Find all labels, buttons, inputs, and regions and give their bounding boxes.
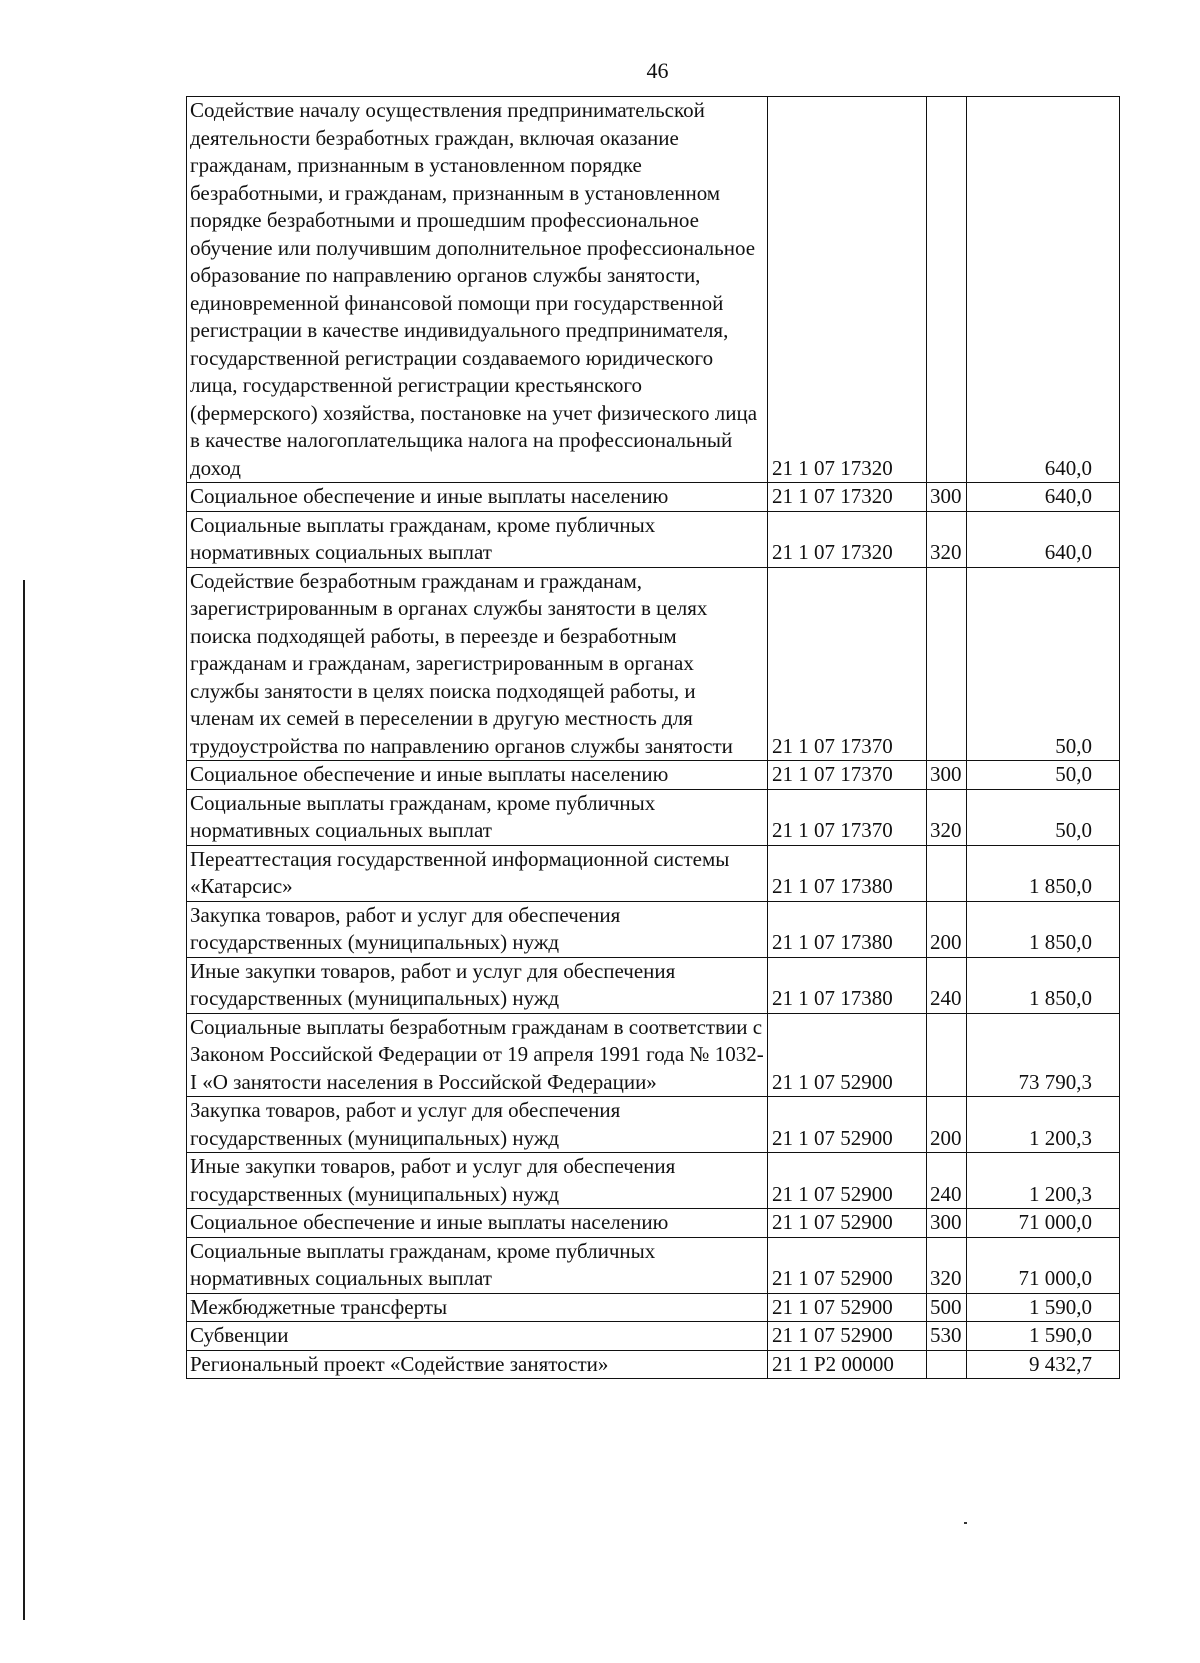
expense-type: 200 xyxy=(927,901,967,957)
table-row xyxy=(187,901,1120,957)
table-row xyxy=(187,1209,1120,1238)
target-code: 21 1 07 52900 xyxy=(768,1237,927,1293)
expense-type xyxy=(927,1013,967,1097)
expense-type xyxy=(927,567,967,761)
expense-type xyxy=(927,97,967,483)
amount: 1 200,3 xyxy=(967,1153,1120,1209)
table-row xyxy=(187,1322,1120,1351)
row-name: Социальные выплаты гражданам, кроме публичных нормативных социальных выплат xyxy=(187,789,768,845)
row-name: Социальные выплаты гражданам, кроме публичных нормативных социальных выплат xyxy=(187,1237,768,1293)
target-code: 21 1 07 17370 xyxy=(768,761,927,790)
target-code: 21 1 07 52900 xyxy=(768,1322,927,1351)
amount: 1 850,0 xyxy=(967,845,1120,901)
row-name: Содействие безработным гражданам и гражданам, зарегистрированным в органах службы занятости в целях поиска подходящей работы, в переезде и безработным гражданам и гражданам, зарегистрированным в органах службы занятости в целях поиска подходящей работы, и членам их семей в переселении в другую местность для трудоустройства по направлению органов службы занятости xyxy=(187,567,768,761)
table-row xyxy=(187,511,1120,567)
row-name: Межбюджетные трансферты xyxy=(187,1293,768,1322)
expense-type: 320 xyxy=(927,511,967,567)
row-name: Социальное обеспечение и иные выплаты населению xyxy=(187,761,768,790)
target-code: 21 1 07 17370 xyxy=(768,567,927,761)
target-code: 21 1 07 17320 xyxy=(768,97,927,483)
amount: 1 850,0 xyxy=(967,901,1120,957)
expense-type: 300 xyxy=(927,761,967,790)
amount: 640,0 xyxy=(967,511,1120,567)
table-row xyxy=(187,761,1120,790)
target-code: 21 1 Р2 00000 xyxy=(768,1350,927,1379)
table-row xyxy=(187,1293,1120,1322)
amount: 50,0 xyxy=(967,567,1120,761)
expense-type: 300 xyxy=(927,483,967,512)
amount: 1 200,3 xyxy=(967,1097,1120,1153)
target-code: 21 1 07 52900 xyxy=(768,1153,927,1209)
expense-type: 500 xyxy=(927,1293,967,1322)
table-row xyxy=(187,1153,1120,1209)
row-name: Переаттестация государственной информационной системы «Катарсис» xyxy=(187,845,768,901)
target-code: 21 1 07 52900 xyxy=(768,1209,927,1238)
table-row xyxy=(187,567,1120,761)
target-code: 21 1 07 17380 xyxy=(768,957,927,1013)
row-name: Социальное обеспечение и иные выплаты населению xyxy=(187,483,768,512)
row-name: Иные закупки товаров, работ и услуг для обеспечения государственных (муниципальных) нужд xyxy=(187,957,768,1013)
table-row xyxy=(187,1013,1120,1097)
table-row xyxy=(187,1097,1120,1153)
row-name: Социальное обеспечение и иные выплаты населению xyxy=(187,1209,768,1238)
target-code: 21 1 07 17370 xyxy=(768,789,927,845)
expense-type xyxy=(927,845,967,901)
target-code: 21 1 07 52900 xyxy=(768,1013,927,1097)
amount: 73 790,3 xyxy=(967,1013,1120,1097)
table-row xyxy=(187,483,1120,512)
row-name: Закупка товаров, работ и услуг для обеспечения государственных (муниципальных) нужд xyxy=(187,1097,768,1153)
table-row xyxy=(187,1237,1120,1293)
row-name: Региональный проект «Содействие занятости» xyxy=(187,1350,768,1379)
expense-type xyxy=(927,1350,967,1379)
amount: 640,0 xyxy=(967,483,1120,512)
expense-type: 240 xyxy=(927,1153,967,1209)
amount: 1 850,0 xyxy=(967,957,1120,1013)
amount: 71 000,0 xyxy=(967,1237,1120,1293)
amount: 50,0 xyxy=(967,761,1120,790)
row-name: Субвенции xyxy=(187,1322,768,1351)
amount: 640,0 xyxy=(967,97,1120,483)
table-row xyxy=(187,845,1120,901)
expense-type: 530 xyxy=(927,1322,967,1351)
row-name: Социальные выплаты безработным гражданам в соответствии с Законом Российской Федерации от 19 апреля 1991 года № 1032-I «О занятости населения в Российской Федерации» xyxy=(187,1013,768,1097)
row-name: Социальные выплаты гражданам, кроме публичных нормативных социальных выплат xyxy=(187,511,768,567)
table-row xyxy=(187,957,1120,1013)
budget-table xyxy=(186,96,1120,1379)
row-name: Иные закупки товаров, работ и услуг для обеспечения государственных (муниципальных) нужд xyxy=(187,1153,768,1209)
scan-speck xyxy=(964,1522,967,1524)
target-code: 21 1 07 52900 xyxy=(768,1097,927,1153)
target-code: 21 1 07 52900 xyxy=(768,1293,927,1322)
table-row xyxy=(187,789,1120,845)
scan-edge-line xyxy=(23,580,25,1620)
row-name: Закупка товаров, работ и услуг для обеспечения государственных (муниципальных) нужд xyxy=(187,901,768,957)
expense-type: 240 xyxy=(927,957,967,1013)
target-code: 21 1 07 17320 xyxy=(768,511,927,567)
table-row xyxy=(187,1350,1120,1379)
table-row xyxy=(187,97,1120,483)
amount: 50,0 xyxy=(967,789,1120,845)
expense-type: 320 xyxy=(927,789,967,845)
expense-type: 300 xyxy=(927,1209,967,1238)
amount: 9 432,7 xyxy=(967,1350,1120,1379)
expense-type: 320 xyxy=(927,1237,967,1293)
amount: 1 590,0 xyxy=(967,1293,1120,1322)
amount: 1 590,0 xyxy=(967,1322,1120,1351)
page-number: 46 xyxy=(646,58,669,83)
target-code: 21 1 07 17380 xyxy=(768,901,927,957)
amount: 71 000,0 xyxy=(967,1209,1120,1238)
target-code: 21 1 07 17380 xyxy=(768,845,927,901)
target-code: 21 1 07 17320 xyxy=(768,483,927,512)
row-name: Содействие началу осуществления предпринимательской деятельности безработных граждан, включая оказание гражданам, признанным в установленном порядке безработными, и гражданам, признанным в установленном порядке безработными и прошедшим профессиональное обучение или получившим дополнительное профессиональное образование по направлению органов службы занятости, единовременной финансовой помощи при государственной регистрации в качестве индивидуального предпринимателя, государственной регистрации создаваемого юридического лица, государственной регистрации крестьянского (фермерского) хозяйства, постановке на учет физического лица в качестве налогоплательщика налога на профессиональный доход xyxy=(187,97,768,483)
expense-type: 200 xyxy=(927,1097,967,1153)
